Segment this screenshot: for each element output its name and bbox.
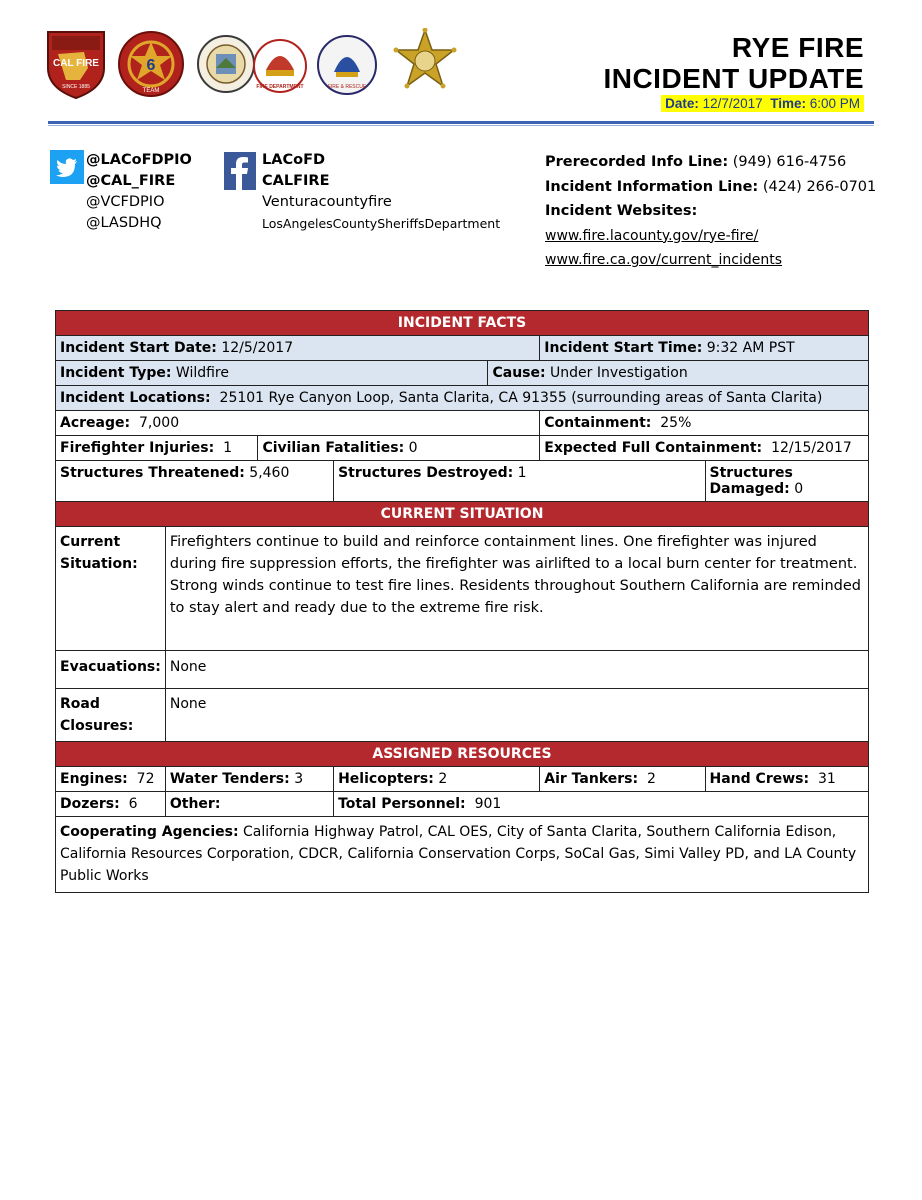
water-tenders-value: 3: [294, 771, 304, 787]
locations-label: Incident Locations:: [60, 390, 211, 406]
header-divider: [48, 121, 874, 124]
date-time-bar: [661, 95, 864, 112]
incident-subtitle: INCIDENT UPDATE: [603, 63, 864, 94]
incident-table: [55, 310, 869, 893]
prerecorded-value: (949) 616-4756: [732, 154, 847, 170]
total-personnel-value: 901: [474, 796, 502, 812]
locations-cell: [56, 386, 869, 411]
current-situation-label-line1: Current: [60, 534, 121, 550]
current-situation-label: [56, 527, 166, 651]
website-link-lacounty[interactable]: www.fire.lacounty.gov/rye-fire/: [545, 227, 759, 244]
time-label: Time:: [770, 96, 806, 111]
air-tankers-label: Air Tankers:: [544, 771, 639, 787]
structures-damaged-value: 0: [794, 481, 804, 497]
current-situation-text: Firefighters continue to build and reinforce containment lines. One firefighter was injured during fire suppression efforts, the firefighter was airlifted to a local burn center for treatment. Strong winds continue to test fire lines. Residents throughout Southern California are reminded to stay alert and ready due to the extreme fire risk.: [165, 527, 868, 651]
total-personnel-cell: [334, 792, 869, 817]
incident-type-cell: [56, 361, 488, 386]
helicopters-label: Helicopters:: [338, 771, 434, 787]
cause-label: Cause:: [492, 365, 546, 381]
structures-threatened-cell: [56, 461, 334, 502]
svg-text:TEAM: TEAM: [142, 88, 160, 94]
road-closures-label-line1: Road: [60, 696, 100, 712]
svg-text:6: 6: [146, 57, 156, 74]
incident-type-label: Incident Type:: [60, 365, 172, 381]
lacofd-logo: [252, 28, 308, 98]
twitter-handles: [86, 150, 192, 234]
other-label: Other:: [169, 796, 221, 812]
facebook-page[interactable]: LosAngelesCountySheriffsDepartment: [262, 216, 501, 231]
assigned-resources-header: ASSIGNED RESOURCES: [56, 742, 869, 767]
dozers-value: 6: [128, 796, 138, 812]
hand-crews-cell: [705, 767, 868, 792]
structures-threatened-value: 5,460: [249, 465, 290, 481]
civ-fatalities-value: 0: [408, 440, 418, 456]
team6-logo: [116, 28, 186, 98]
start-date-value: 12/5/2017: [221, 340, 294, 356]
time-value: 6:00 PM: [809, 96, 860, 111]
start-date-cell: [56, 336, 540, 361]
svg-text:SINCE 1885: SINCE 1885: [62, 84, 90, 90]
civ-fatalities-cell: [258, 436, 540, 461]
expected-containment-label: Expected Full Containment:: [544, 440, 763, 456]
facebook-page[interactable]: Venturacountyfire: [262, 194, 392, 210]
hand-crews-label: Hand Crews:: [709, 771, 810, 787]
helicopters-value: 2: [438, 771, 448, 787]
road-closures-label-line2: Closures:: [60, 718, 134, 734]
facebook-page[interactable]: CALFIRE: [262, 173, 330, 189]
start-date-label: Incident Start Date:: [60, 340, 217, 356]
structures-destroyed-cell: [334, 461, 705, 502]
date-label: Date:: [665, 96, 699, 111]
containment-value: 25%: [660, 415, 692, 431]
start-time-label: Incident Start Time:: [544, 340, 703, 356]
structures-destroyed-label: Structures Destroyed:: [338, 465, 514, 481]
facebook-pages: [262, 150, 500, 234]
incident-type-value: Wildfire: [175, 365, 229, 381]
locations-value: 25101 Rye Canyon Loop, Santa Clarita, CA 91355 (surrounding areas of Santa Clarita): [219, 390, 823, 406]
engines-label: Engines:: [60, 771, 128, 787]
structures-damaged-cell: [705, 461, 868, 502]
website-link-calfire[interactable]: www.fire.ca.gov/current_incidents: [545, 252, 783, 268]
svg-text:FIRE DEPARTMENT: FIRE DEPARTMENT: [256, 84, 304, 90]
acreage-cell: [56, 411, 540, 436]
other-cell: [165, 792, 333, 817]
cooperating-agencies-cell: [56, 817, 869, 893]
start-time-cell: [540, 336, 869, 361]
incident-info-label: Incident Information Line:: [545, 178, 759, 195]
sheriff-star-badge: [392, 28, 458, 98]
cooperating-agencies-value: California Highway Patrol, CAL OES, City of Santa Clarita, Southern California Edison, California Resources Corporation, CDCR, California Conservation Corps, SoCal Gas, Simi Valley PD, and LA County Public Works: [60, 824, 857, 884]
incident-facts-header: INCIDENT FACTS: [56, 311, 869, 336]
hand-crews-value: 31: [818, 771, 836, 787]
facebook-page[interactable]: LACoFD: [262, 152, 326, 168]
expected-containment-value: 12/15/2017: [771, 440, 852, 456]
twitter-handle[interactable]: @LASDHQ: [86, 215, 162, 231]
road-closures-label: [56, 689, 166, 742]
acreage-value: 7,000: [139, 415, 180, 431]
facebook-icon: [224, 152, 256, 190]
engines-cell: [56, 767, 166, 792]
ff-injuries-value: 1: [223, 440, 232, 456]
expected-containment-cell: [540, 436, 869, 461]
header-divider-shadow: [48, 125, 874, 126]
water-tenders-label: Water Tenders:: [169, 771, 290, 787]
start-time-value: 9:32 AM PST: [706, 340, 795, 356]
cause-cell: [488, 361, 869, 386]
ff-injuries-label: Firefighter Injuries:: [60, 440, 215, 456]
acreage-label: Acreage:: [60, 415, 131, 431]
cooperating-agencies-label: Cooperating Agencies:: [60, 824, 239, 840]
structures-destroyed-value: 1: [517, 465, 527, 481]
twitter-handle[interactable]: @CAL_FIRE: [86, 173, 176, 189]
civ-fatalities-label: Civilian Fatalities:: [262, 440, 405, 456]
total-personnel-label: Total Personnel:: [338, 796, 466, 812]
dozers-cell: [56, 792, 166, 817]
engines-value: 72: [136, 771, 155, 787]
date-value: 12/7/2017: [702, 96, 763, 111]
structures-damaged-label: Structures Damaged:: [709, 465, 793, 497]
svg-text:CAL FIRE: CAL FIRE: [53, 58, 99, 69]
road-closures-value: None: [165, 689, 868, 742]
twitter-handle[interactable]: @LACoFDPIO: [86, 152, 192, 168]
evacuations-value: None: [165, 651, 868, 689]
twitter-icon: [50, 150, 84, 184]
calfire-logo: [44, 28, 108, 98]
dozers-label: Dozers:: [60, 796, 120, 812]
evacuations-label: Evacuations:: [56, 651, 166, 689]
info-lines: [545, 150, 876, 273]
svg-text:FIRE & RESCUE: FIRE & RESCUE: [327, 84, 367, 90]
ff-injuries-cell: [56, 436, 258, 461]
websites-label: Incident Websites:: [545, 203, 698, 219]
containment-label: Containment:: [544, 415, 652, 431]
current-situation-label-line2: Situation:: [60, 556, 138, 572]
prerecorded-label: Prerecorded Info Line:: [545, 154, 729, 170]
structures-threatened-label: Structures Threatened:: [60, 465, 245, 481]
twitter-handle[interactable]: @VCFDPIO: [86, 194, 165, 210]
helicopters-cell: [334, 767, 540, 792]
containment-cell: [540, 411, 869, 436]
current-situation-header: CURRENT SITUATION: [56, 502, 869, 527]
air-tankers-value: 2: [647, 771, 656, 787]
ventura-county-fire-logo: [316, 28, 378, 98]
incident-info-value: (424) 266-0701: [762, 178, 877, 195]
air-tankers-cell: [540, 767, 705, 792]
los-angeles-county-seal: [196, 28, 256, 98]
water-tenders-cell: [165, 767, 333, 792]
cause-value: Under Investigation: [550, 365, 688, 381]
incident-title: RYE FIRE: [731, 32, 864, 63]
